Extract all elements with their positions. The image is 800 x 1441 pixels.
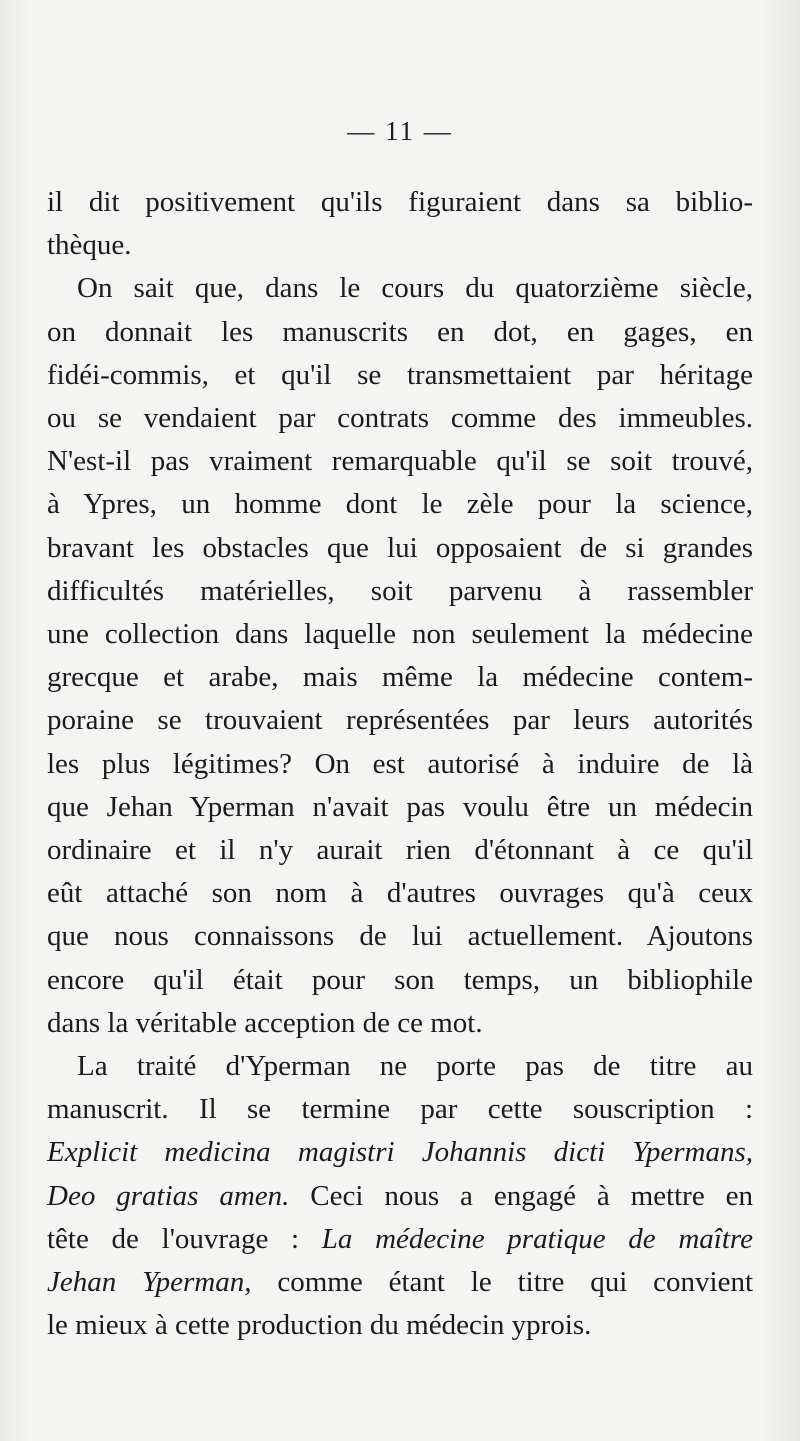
paragraph-2 [47,267,753,1045]
text-line: La traité d'Yperman ne porte pas de titre au [77,1050,753,1083]
text-segment: comme étant le titre qui convient [251,1266,754,1299]
text-line: ou se vendaient par contrats comme des immeubles. [47,402,753,435]
text-line: thèque. [47,229,132,262]
work-title-segment: La médecine pratique de maître [321,1222,753,1255]
text-line: grecque et arabe, mais même la médecine contem- [47,661,753,694]
text-line: encore qu'il était pour son temps, un bibliophile [47,963,753,996]
text-line: dans la véritable acception de ce mot. [47,1006,483,1039]
text-line: que nous connaissons de lui actuellement. Ajoutons [47,920,753,953]
latin-colophon-line: Explicit medicina magistri Johannis dicti Ypermans, [47,1136,753,1169]
text-line: une collection dans laquelle non seulement la médecine [47,618,753,651]
text-line: ordinaire et il n'y aurait rien d'étonnant à ce qu'il [47,834,753,867]
text-line: eût attaché son nom à d'autres ouvrages qu'à ceux [47,877,753,910]
paragraph-3 [47,1045,753,1347]
text-line: à Ypres, un homme dont le zèle pour la science, [47,488,753,521]
text-line [47,1261,753,1304]
paragraph-1 [47,181,753,267]
text-line: fidéi-commis, et qu'il se transmettaient par héritage [47,358,753,391]
text-line: il dit positivement qu'ils figuraient dans sa biblio- [47,186,753,218]
text-segment: tête de l'ouvrage : [47,1222,322,1255]
text-line: manuscrit. Il se termine par cette souscription : [47,1093,753,1126]
latin-colophon-end: Deo gratias amen. [47,1179,290,1212]
text-line: poraine se trouvaient représentées par leurs autorités [47,704,753,737]
text-line: que Jehan Yperman n'avait pas voulu être un médecin [47,790,753,823]
work-title-segment: Jehan Yperman, [47,1266,252,1299]
text-line: N'est-il pas vraiment remarquable qu'il se soit trouvé, [47,445,753,478]
text-line [47,1218,753,1261]
text-line: on donnait les manuscrits en dot, en gages, en [47,315,753,348]
page-number: — 11 — [347,116,453,146]
text-line: On sait que, dans le cours du quatorzième siècle, [77,272,753,305]
text-line [47,1175,753,1218]
text-line: bravant les obstacles que lui opposaient de si grandes [47,531,753,564]
text-segment: Ceci nous a engagé à mettre en [289,1179,753,1212]
text-line: le mieux à cette production du médecin yprois. [47,1309,592,1342]
text-line: difficultés matérielles, soit parvenu à rassembler [47,574,753,607]
text-line: les plus légitimes? On est autorisé à induire de là [47,747,753,780]
body-text [47,181,753,1347]
